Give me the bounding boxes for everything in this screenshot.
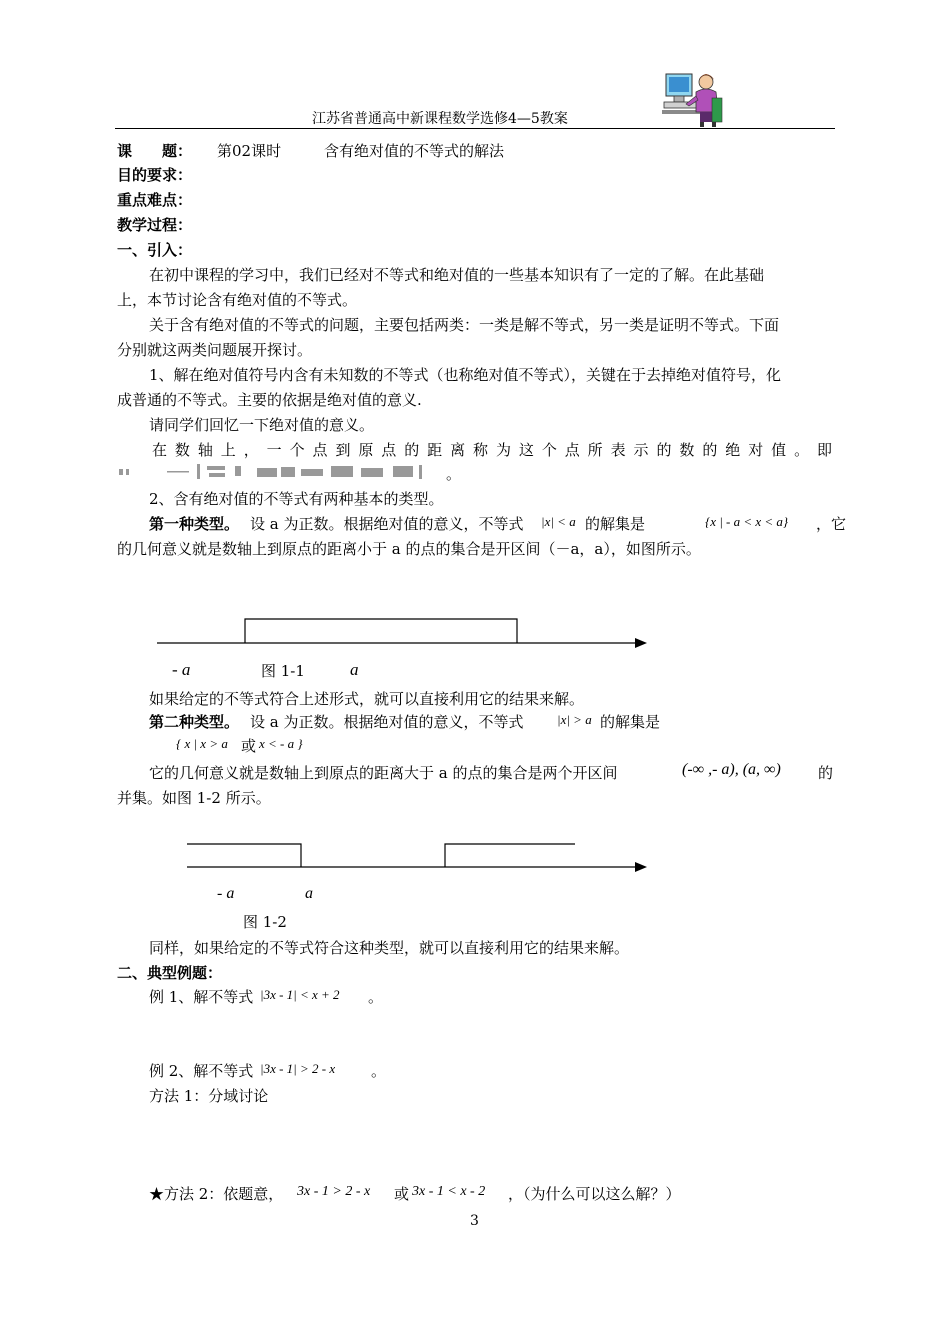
example1-text: 例 1、解不等式 [149,988,254,1006]
method2-formula1: 3x - 1 > 2 - x [297,1184,371,1199]
page-number: 3 [470,1213,479,1229]
paragraph: 的 [818,764,834,782]
process-label: 教学过程： [117,216,193,234]
goal-label: 目的要求： [117,166,193,184]
figure-label-neg-a: - a [172,660,191,679]
header-title: 江苏省普通高中新课程数学选修4—5教案 [312,111,568,127]
paragraph: 分别就这两类问题展开探讨。 [117,341,313,359]
method2-formula2: 3x - 1 < x - 2 [412,1184,486,1199]
number-line-figure-1 [155,612,655,652]
method2-label: ★方法 2：依题意， [149,1185,284,1203]
sentence-end: 。 [446,465,462,483]
example1-formula: |3x - 1| < x + 2 [260,987,340,1002]
paragraph: 如果给定的不等式符合上述形式，就可以直接利用它的结果来解。 [149,690,585,708]
type2-solution-set-part1: { x | x > a [176,736,228,751]
type2-intervals: (-∞ ,- a), (a, ∞) [682,761,781,778]
type1-inequality: |x| < a [541,514,576,529]
paragraph: 2、含有绝对值的不等式有两种基本的类型。 [149,490,444,508]
section1-heading: 一、引入： [117,241,193,259]
type2-or: 或 [241,737,257,755]
paragraph: 的几何意义就是数轴上到原点的距离小于 a 的点的集合是开区间（－a，a），如图所示。 [117,540,701,558]
paragraph: 并集。如图 1-2 所示。 [117,789,271,807]
figure-label-neg-a: - a [217,885,235,902]
header-rule [115,128,835,129]
method2-end: ，（为什么可以这么解？） [508,1185,681,1203]
type1-label: 第一种类型。 [149,515,240,533]
paragraph: 成普通的不等式。主要的依据是绝对值的意义. [117,391,422,409]
number-line-figure-2 [185,835,655,875]
type2-text: 设 a 为正数。根据绝对值的意义，不等式 [250,713,524,731]
lesson-number: 第02课时 [217,142,282,160]
paragraph: 关于含有绝对值的不等式的问题，主要包括两类：一类是解不等式，另一类是证明不等式。下面 [149,316,780,334]
method1: 方法 1：分域讨论 [149,1087,269,1105]
type1-text: 设 a 为正数。根据绝对值的意义，不等式 [250,515,524,533]
paragraph: 在 数 轴 上 ， 一 个 点 到 原 点 的 距 离 称 为 这 个 点 所 表 示 的 数 的 绝 对 值 。 即 [152,441,832,459]
type1-solution-set: {x | - a < x < a} [705,514,789,529]
figure-caption: 图 1-2 [243,913,287,931]
type2-solution-set-part2: x < - a } [259,736,303,751]
paragraph: 1、解在绝对值符号内含有未知数的不等式（也称绝对值不等式），关键在于去掉绝对值符号，化 [149,366,782,384]
type2-label: 第二种类型。 [149,713,240,731]
absolute-value-definition-image [117,462,447,480]
example2-formula: |3x - 1| > 2 - x [260,1061,336,1076]
example2-end: 。 [371,1062,387,1080]
key-points-label: 重点难点： [117,191,193,209]
paragraph: 同样，如果给定的不等式符合这种类型，就可以直接利用它的结果来解。 [149,939,630,957]
person-at-computer-icon [660,68,726,128]
paragraph: 在初中课程的学习中，我们已经对不等式和绝对值的一些基本知识有了一定的了解。在此基础 [149,266,765,284]
figure-label-a: a [350,660,359,679]
paragraph: 上，本节讨论含有绝对值的不等式。 [117,291,358,309]
lesson-title: 含有绝对值的不等式的解法 [324,142,505,160]
example1-end: 。 [368,988,384,1006]
type2-inequality: |x| > a [557,712,592,727]
topic-label: 课 题： [117,142,193,160]
example2-text: 例 2、解不等式 [149,1062,254,1080]
type1-text: 的解集是 [585,515,646,533]
paragraph: 它的几何意义就是数轴上到原点的距离大于 a 的点的集合是两个开区间 [149,764,618,782]
section2-heading: 二、典型例题： [117,964,223,982]
figure-label-a: a [305,885,313,902]
type2-text: 的解集是 [600,713,661,731]
method2-or: 或 [394,1185,410,1203]
type1-text: ，它 [816,515,847,533]
paragraph: 请同学们回忆一下绝对值的意义。 [149,416,375,434]
figure-caption: 图 1-1 [261,662,305,680]
